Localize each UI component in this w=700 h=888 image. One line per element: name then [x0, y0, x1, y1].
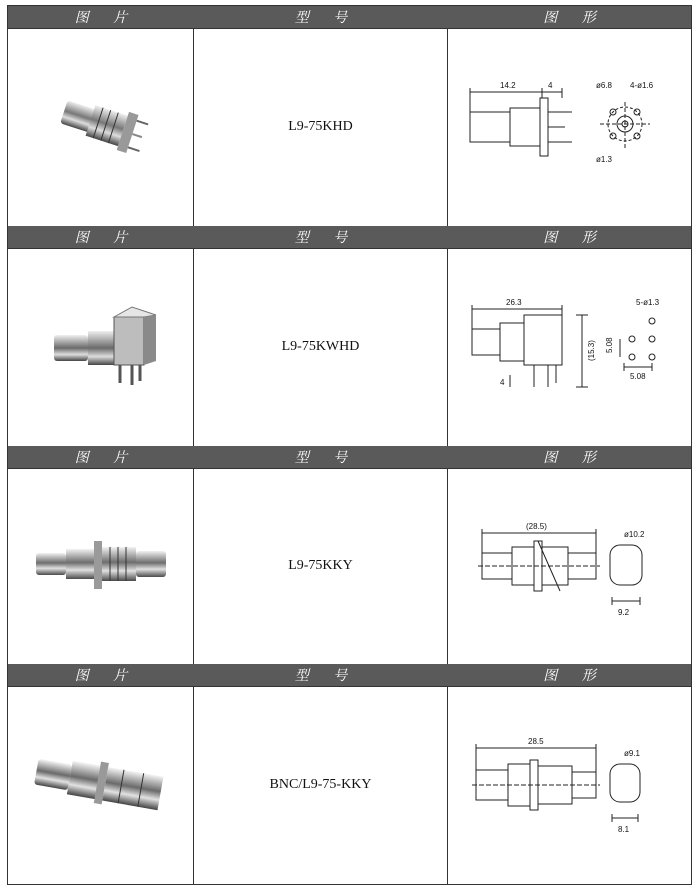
dim-label: 4-ø1.6	[629, 81, 653, 90]
model-name: L9-75KWHD	[194, 248, 448, 446]
header-drawing: 图 形	[543, 10, 606, 26]
table-header	[8, 6, 691, 29]
technical-drawing	[448, 468, 691, 664]
product-block-1	[8, 6, 691, 226]
dim-label: 8.1	[617, 825, 629, 834]
dimension-drawing-3	[450, 511, 690, 621]
dim-label: 5-ø1.3	[635, 298, 659, 307]
dim-label: 4	[499, 378, 504, 387]
table-header	[8, 664, 691, 687]
dim-label: 4	[547, 81, 552, 90]
table-row	[8, 468, 691, 665]
product-block-4	[8, 664, 691, 884]
bnc-vertical-connector-image	[41, 82, 161, 172]
dimension-drawing-2	[450, 287, 690, 407]
header-photo: 图 片	[74, 230, 138, 246]
dimension-drawing-4	[450, 730, 690, 840]
header-drawing: 图 形	[543, 230, 606, 246]
table-row	[8, 686, 691, 884]
product-block-3	[8, 446, 691, 664]
dim-label: ø6.8	[595, 81, 612, 90]
product-table	[7, 5, 692, 885]
header-model: 型 号	[294, 10, 358, 26]
header-model: 型 号	[294, 450, 358, 466]
bnc-adapter-image	[26, 531, 176, 601]
bnc-right-angle-connector-image	[36, 297, 166, 397]
dim-label: 9.2	[617, 608, 629, 617]
header-photo: 图 片	[74, 450, 138, 466]
product-block-2	[8, 226, 691, 446]
product-photo	[8, 28, 194, 226]
model-name: L9-75KKY	[194, 468, 448, 664]
technical-drawing	[448, 248, 691, 446]
technical-drawing	[448, 28, 691, 226]
table-header	[8, 226, 691, 249]
dim-label: (15.3)	[586, 340, 596, 361]
header-photo: 图 片	[74, 668, 138, 684]
header-model: 型 号	[294, 668, 358, 684]
dim-label: 26.3	[505, 298, 522, 307]
dim-label: (28.5)	[525, 522, 547, 531]
dim-label: 14.2	[499, 81, 516, 90]
product-photo	[8, 686, 194, 884]
dim-label: 5.08	[629, 372, 646, 381]
dim-label: ø10.2	[623, 530, 644, 539]
header-drawing: 图 形	[543, 668, 606, 684]
dim-label: ø1.3	[595, 155, 612, 164]
header-photo: 图 片	[74, 10, 138, 26]
dim-label: ø9.1	[623, 749, 640, 758]
dimension-drawing-1	[450, 72, 690, 182]
dim-label: 28.5	[527, 737, 544, 746]
header-model: 型 号	[294, 230, 358, 246]
technical-drawing	[448, 686, 691, 884]
model-name: L9-75KHD	[194, 28, 448, 226]
dim-label: 5.08	[604, 337, 614, 353]
bnc-inline-adapter-image	[21, 740, 181, 830]
product-photo	[8, 468, 194, 664]
model-name: BNC/L9-75-KKY	[194, 686, 448, 884]
table-header	[8, 446, 691, 469]
table-row	[8, 28, 691, 227]
table-row	[8, 248, 691, 447]
header-drawing: 图 形	[543, 450, 606, 466]
product-photo	[8, 248, 194, 446]
